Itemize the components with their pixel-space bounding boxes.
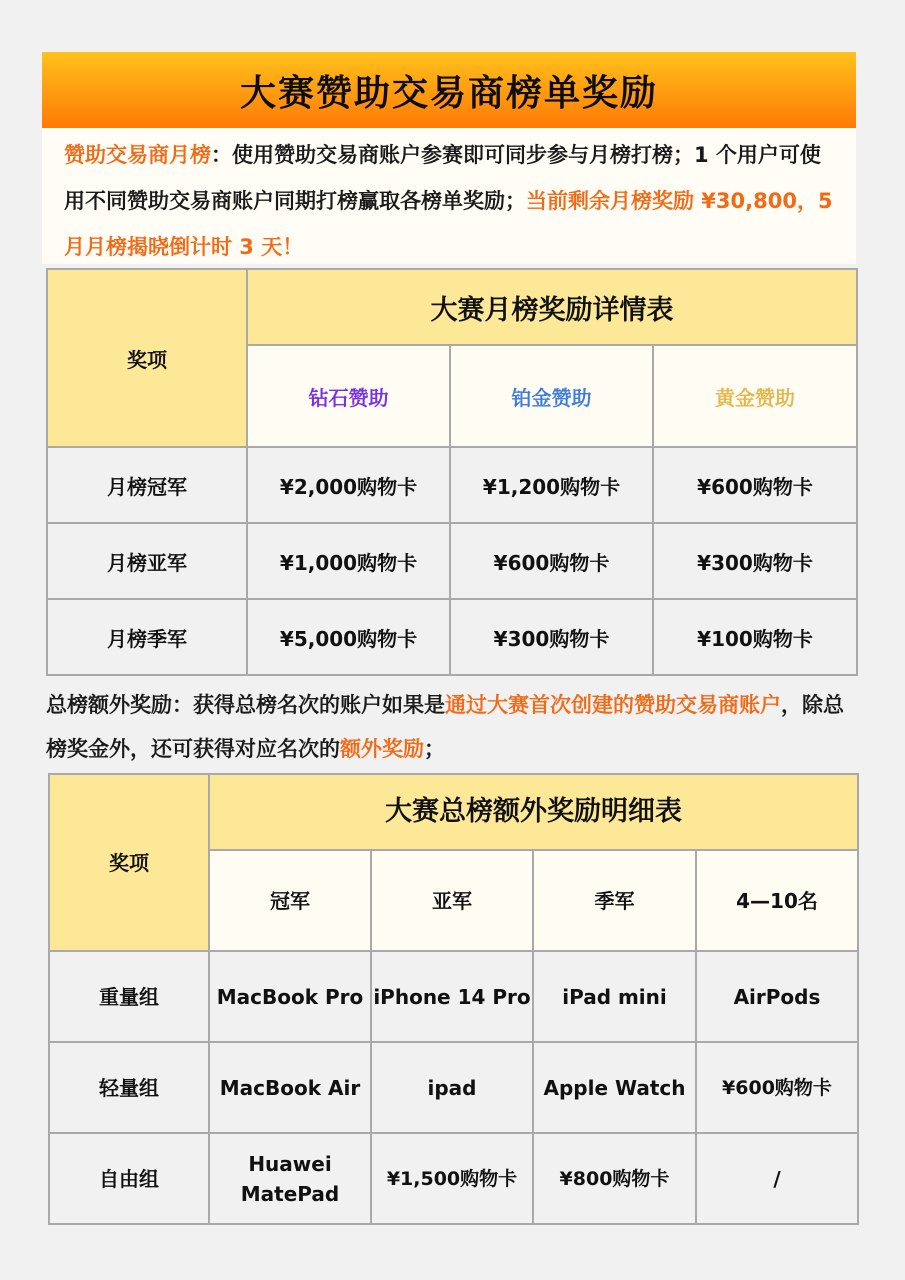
rank-second: 亚军 [371, 850, 533, 951]
table-cell: ¥800购物卡 [533, 1133, 696, 1224]
table-cell: ¥5,000购物卡 [247, 599, 450, 675]
total-table-title: 大赛总榜额外奖励明细表 [209, 774, 858, 850]
intro-label: 赞助交易商月榜 [64, 143, 211, 167]
note-highlight-reward: 额外奖励 [340, 737, 424, 761]
table-cell: iPad mini [533, 951, 696, 1042]
note-highlight-account: 通过大赛首次创建的赞助交易商账户 [445, 693, 781, 717]
table-cell: ipad [371, 1042, 533, 1133]
table-cell: ¥600购物卡 [450, 523, 653, 599]
table-cell: ¥2,000购物卡 [247, 447, 450, 523]
row-label: 月榜季军 [47, 599, 247, 675]
row-label: 月榜冠军 [47, 447, 247, 523]
title-banner [42, 52, 856, 128]
table-cell: ¥100购物卡 [653, 599, 857, 675]
row-label: 自由组 [49, 1133, 209, 1224]
table-cell: ¥1,500购物卡 [371, 1133, 533, 1224]
intro-paragraph [42, 128, 856, 264]
monthly-table-title: 大赛月榜奖励详情表 [247, 269, 857, 345]
total-corner-cell: 奖项 [49, 774, 209, 951]
table-cell: ¥600购物卡 [653, 447, 857, 523]
monthly-corner-cell: 奖项 [47, 269, 247, 447]
table-cell: ¥600购物卡 [696, 1042, 858, 1133]
intro-highlight: 当前剩余月榜奖励 ¥30,800，5月月榜揭晓倒计时 3 天！ [64, 189, 833, 259]
row-label: 月榜亚军 [47, 523, 247, 599]
row-label: 轻量组 [49, 1042, 209, 1133]
total-reward-table [48, 773, 859, 1225]
table-cell: Huawei MatePad [209, 1133, 371, 1224]
row-label: 重量组 [49, 951, 209, 1042]
intro-text: ：使用赞助交易商账户参赛即可同步参与月榜打榜；1 个用户可使用不同赞助交易商账户同期打榜赢取各榜单奖励； [64, 143, 821, 213]
table-cell: iPhone 14 Pro [371, 951, 533, 1042]
table-cell: MacBook Air [209, 1042, 371, 1133]
total-extra-note [46, 683, 858, 771]
note-middle: ，除总榜奖金外，还可获得对应名次的 [46, 693, 844, 761]
rank-4-10: 4—10名 [696, 850, 858, 951]
rank-third: 季军 [533, 850, 696, 951]
table-cell: ¥300购物卡 [653, 523, 857, 599]
tier-gold: 黄金赞助 [653, 345, 857, 447]
table-cell: ¥1,000购物卡 [247, 523, 450, 599]
table-cell: / [696, 1133, 858, 1224]
tier-platinum: 铂金赞助 [450, 345, 653, 447]
table-cell: Apple Watch [533, 1042, 696, 1133]
page-title: 大赛赞助交易商榜单奖励 [239, 72, 658, 114]
table-cell: ¥1,200购物卡 [450, 447, 653, 523]
note-end: ； [424, 737, 445, 761]
table-cell: ¥300购物卡 [450, 599, 653, 675]
rank-first: 冠军 [209, 850, 371, 951]
table-cell: AirPods [696, 951, 858, 1042]
note-label: 总榜额外奖励：获得总榜名次的账户如果是 [46, 693, 445, 717]
table-cell: MacBook Pro [209, 951, 371, 1042]
monthly-reward-table [46, 268, 858, 676]
tier-diamond: 钻石赞助 [247, 345, 450, 447]
